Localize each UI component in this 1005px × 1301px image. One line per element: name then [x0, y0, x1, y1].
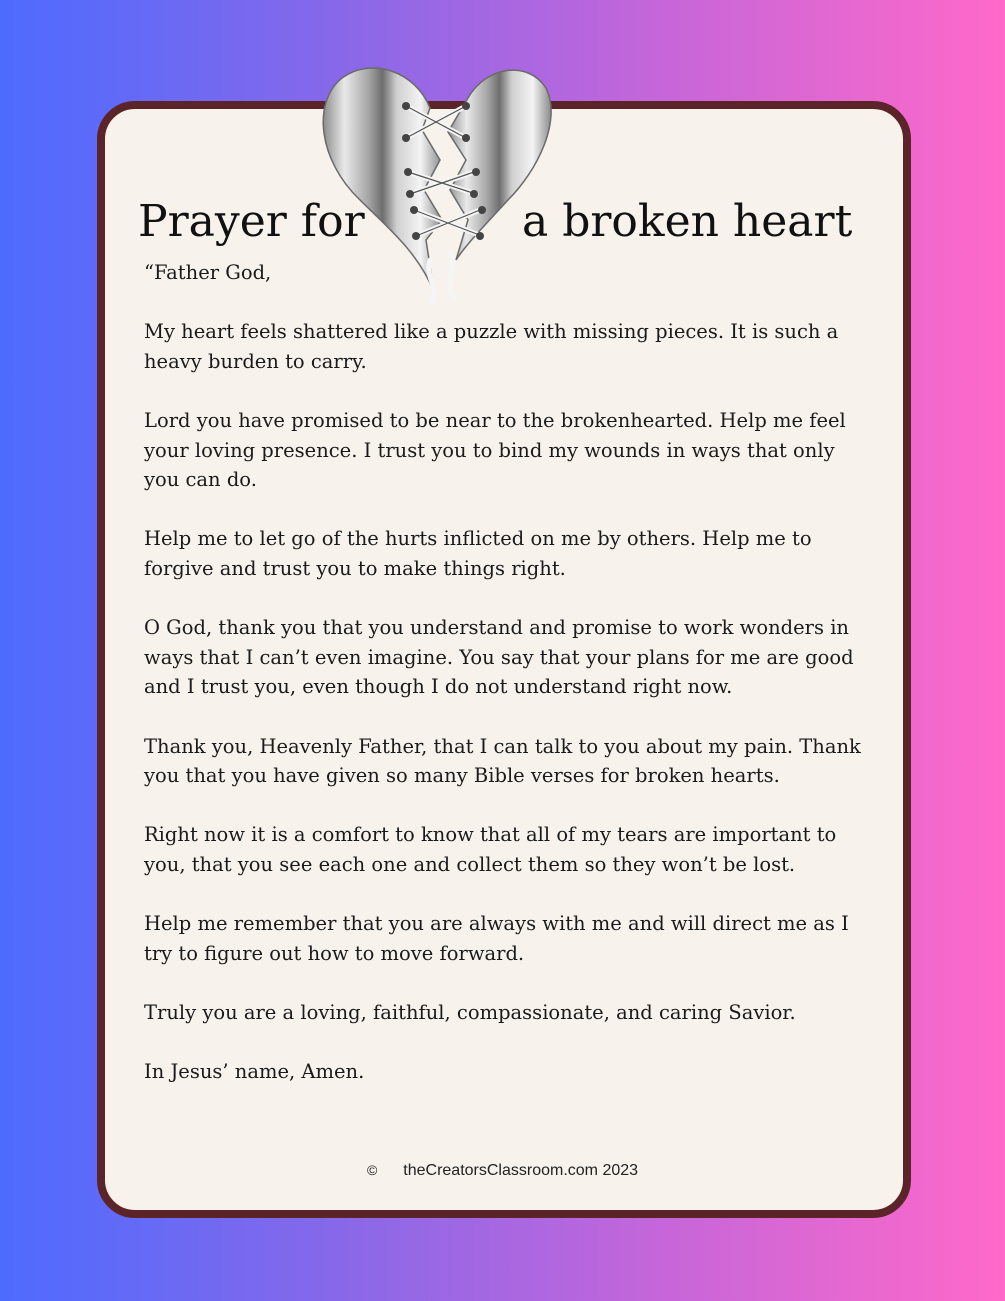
prayer-paragraph: Help me to let go of the hurts inflicted on me by others. Help me to forgive and trust you to make things right. — [144, 527, 812, 580]
copyright-icon: © — [366, 1162, 378, 1178]
prayer-paragraph: O God, thank you that you understand and promise to work wonders in ways that I can’t even imagine. You say that your plans for me are good and I trust you, even though I do not understand right now. — [144, 616, 854, 699]
prayer-paragraph: Right now it is a comfort to know that all of my tears are important to you, that you see each one and collect them so they won’t be lost. — [144, 823, 837, 876]
title-part-1: Prayer for — [138, 196, 365, 247]
footer-text: theCreatorsClassroom.com 2023 — [403, 1162, 639, 1179]
prayer-body — [144, 258, 864, 1116]
prayer-paragraph: Help me remember that you are always with me and will direct me as I try to figure out how to move forward. — [144, 912, 849, 965]
closing: In Jesus’ name, Amen. — [144, 1060, 365, 1084]
prayer-paragraph: My heart feels shattered like a puzzle with missing pieces. It is such a heavy burden to carry. — [144, 320, 839, 373]
prayer-paragraph: Thank you, Heavenly Father, that I can talk to you about my pain. Thank you that you have given so many Bible verses for broken hearts. — [144, 734, 861, 788]
salutation: “Father God, — [144, 261, 272, 284]
title-part-2: a broken heart — [522, 196, 853, 247]
prayer-paragraph: Truly you are a loving, faithful, compassionate, and caring Savior. — [144, 1000, 796, 1024]
footer — [0, 1162, 1005, 1180]
prayer-paragraph: Lord you have promised to be near to the brokenhearted. Help me feel your loving presence. I trust you to bind my wounds in ways that only you can do. — [144, 408, 846, 492]
